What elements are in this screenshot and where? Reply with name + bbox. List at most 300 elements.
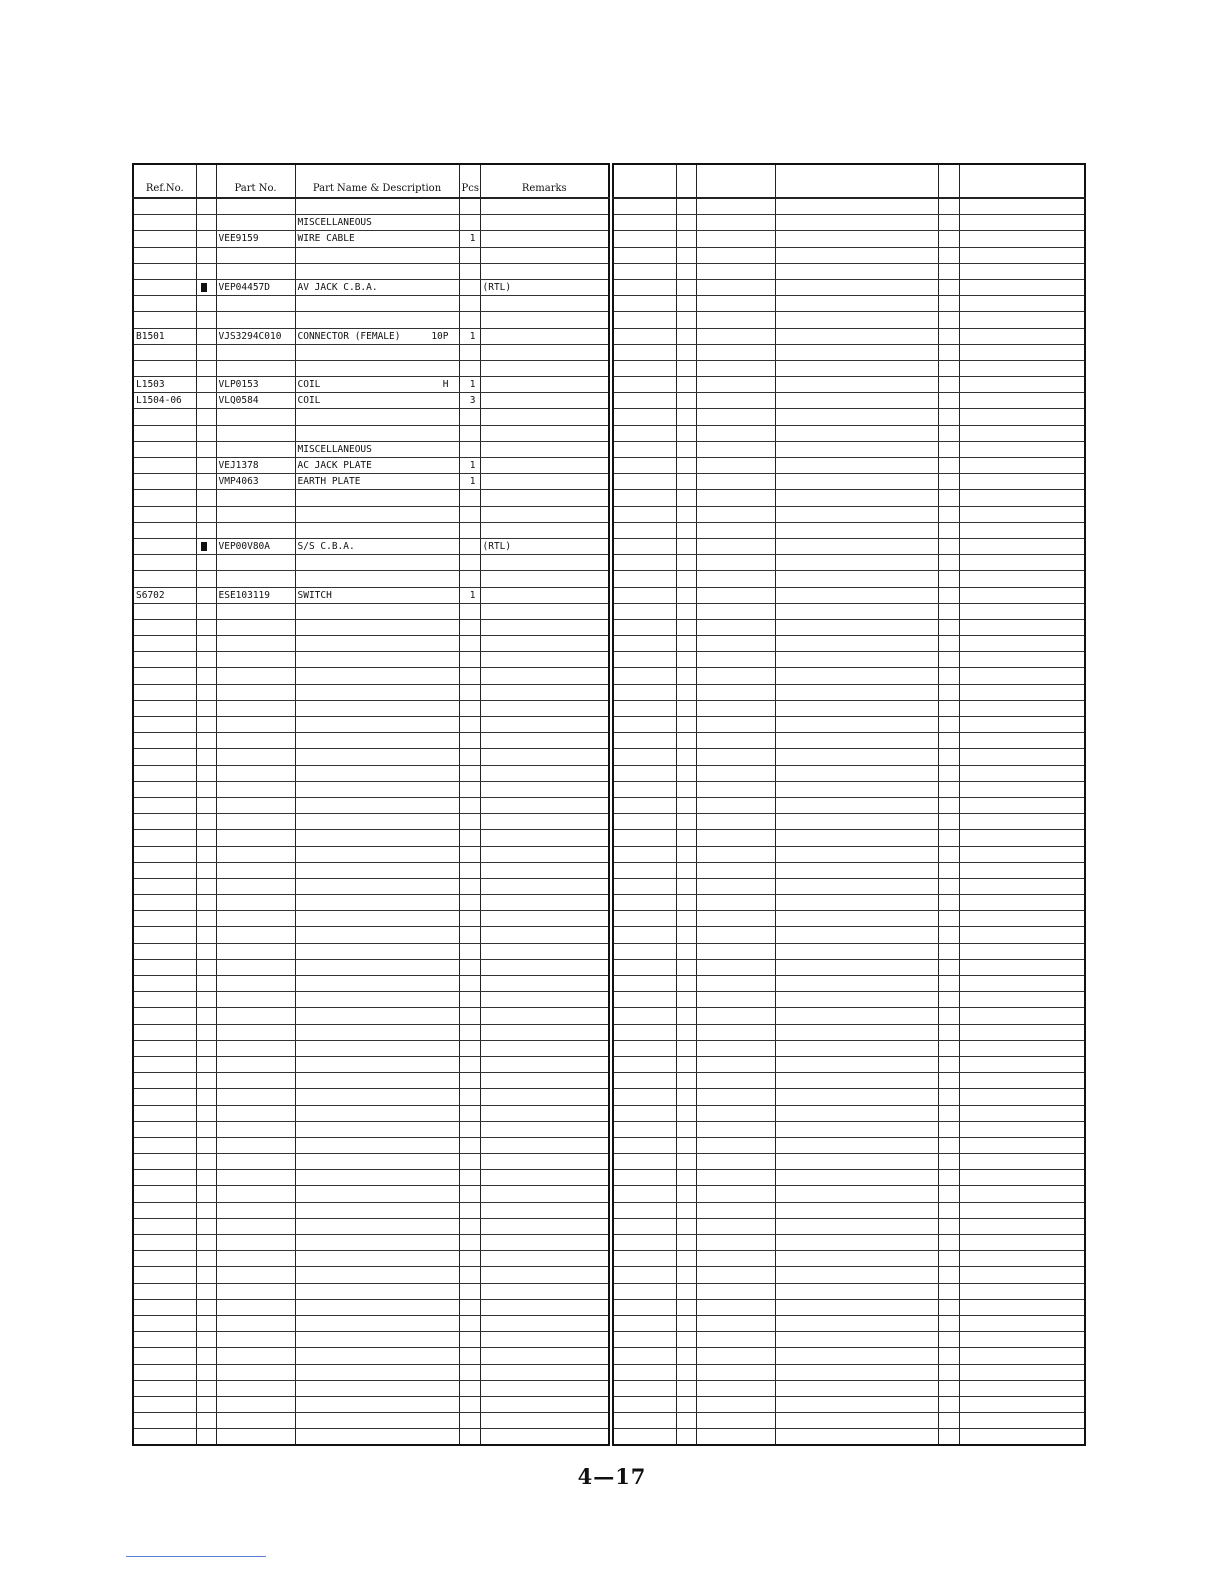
remarks-cell [959, 1429, 1085, 1446]
remarks-cell [480, 263, 609, 279]
mark-cell [676, 231, 696, 247]
mark-cell [196, 263, 216, 279]
ref-no-cell [133, 1186, 196, 1202]
description-cell [775, 1186, 938, 1202]
remarks-cell [480, 1413, 609, 1429]
table-row [613, 1154, 1085, 1170]
remarks-cell [959, 652, 1085, 668]
remarks-cell [480, 862, 609, 878]
remarks-cell [959, 1202, 1085, 1218]
mark-cell [676, 1137, 696, 1153]
ref-no-cell [133, 636, 196, 652]
ref-no-cell [133, 1413, 196, 1429]
part-no-cell [696, 1024, 775, 1040]
ref-no-cell [133, 733, 196, 749]
remarks-cell [959, 231, 1085, 247]
ref-no-cell [613, 1396, 676, 1412]
mark-cell [196, 733, 216, 749]
mark-cell [196, 1299, 216, 1315]
part-no-cell [696, 927, 775, 943]
table-row [613, 1364, 1085, 1380]
description-cell [775, 684, 938, 700]
remarks-cell [480, 1380, 609, 1396]
pcs-cell [459, 1202, 480, 1218]
table-row [133, 1008, 609, 1024]
mark-cell [196, 312, 216, 328]
mark-cell [676, 1089, 696, 1105]
description-cell [775, 328, 938, 344]
table-row [613, 441, 1085, 457]
remarks-cell [480, 231, 609, 247]
remarks-cell [480, 1056, 609, 1072]
mark-cell [196, 992, 216, 1008]
ref-no-cell [133, 296, 196, 312]
header-row [613, 164, 1085, 198]
table-row [613, 1332, 1085, 1348]
remarks-cell [480, 797, 609, 813]
part-no-cell [696, 797, 775, 813]
description-cell [775, 846, 938, 862]
remarks-cell [959, 360, 1085, 376]
ref-no-cell [613, 846, 676, 862]
footer-rule [126, 1556, 266, 1557]
description-cell [295, 1154, 459, 1170]
pcs-cell [938, 814, 959, 830]
mark-cell [196, 1040, 216, 1056]
part-no-cell [216, 862, 295, 878]
pcs-cell [459, 749, 480, 765]
remarks-cell [959, 1008, 1085, 1024]
table-row [133, 814, 609, 830]
description-text: WIRE CABLE [297, 233, 355, 245]
remarks-cell [480, 1267, 609, 1283]
description-cell [295, 474, 459, 490]
table-row [133, 1218, 609, 1234]
part-no-cell [216, 700, 295, 716]
mark-cell [196, 1396, 216, 1412]
ref-no-cell [613, 1040, 676, 1056]
description-cell [295, 1121, 459, 1137]
part-no-cell: VMP4063 [216, 474, 295, 490]
table-row [613, 247, 1085, 263]
ref-no-cell [133, 1170, 196, 1186]
part-no-cell [696, 360, 775, 376]
part-no-cell [216, 1396, 295, 1412]
table-row [133, 538, 609, 554]
description-cell [295, 992, 459, 1008]
pcs-cell [459, 1040, 480, 1056]
pcs-cell: 3 [459, 393, 480, 409]
description-cell [775, 1364, 938, 1380]
pcs-cell [938, 959, 959, 975]
pcs-cell [459, 360, 480, 376]
remarks-cell [480, 1170, 609, 1186]
pcs-cell [938, 425, 959, 441]
pcs-cell [459, 959, 480, 975]
ref-no-cell [133, 1024, 196, 1040]
remarks-cell [480, 781, 609, 797]
table-row [613, 668, 1085, 684]
part-no-cell [696, 231, 775, 247]
table-row [613, 587, 1085, 603]
table-row [613, 1040, 1085, 1056]
pcs-cell [938, 1429, 959, 1446]
mark-cell [676, 895, 696, 911]
mark-cell [676, 830, 696, 846]
ref-no-cell [613, 830, 676, 846]
mark-cell [676, 959, 696, 975]
description-cell [295, 328, 459, 344]
mark-cell [196, 1056, 216, 1072]
remarks-cell [480, 603, 609, 619]
mark-cell [676, 684, 696, 700]
remarks-cell [959, 1332, 1085, 1348]
pcs-cell [938, 1202, 959, 1218]
mark-cell [196, 1008, 216, 1024]
remarks-cell [480, 895, 609, 911]
ref-no-cell [613, 603, 676, 619]
description-suffix: 10P [431, 330, 449, 342]
ref-no-cell [613, 490, 676, 506]
page-number: 4—17 [577, 1464, 647, 1489]
ref-no-cell [133, 927, 196, 943]
table-row [613, 603, 1085, 619]
pcs-cell [938, 474, 959, 490]
table-row [613, 490, 1085, 506]
part-no-cell [696, 1186, 775, 1202]
pcs-cell [459, 1267, 480, 1283]
part-no-cell [216, 441, 295, 457]
ref-no-cell [133, 1218, 196, 1234]
description-cell [775, 1154, 938, 1170]
table-row [133, 1413, 609, 1429]
pcs-cell [459, 797, 480, 813]
description-cell [775, 587, 938, 603]
remarks-cell [959, 1283, 1085, 1299]
mark-cell [676, 279, 696, 295]
mark-cell [676, 1299, 696, 1315]
remarks-cell [959, 441, 1085, 457]
remarks-cell [959, 1154, 1085, 1170]
ref-no-cell [613, 231, 676, 247]
mark-cell [196, 555, 216, 571]
description-cell [775, 1380, 938, 1396]
pcs-cell [459, 992, 480, 1008]
table-row [133, 555, 609, 571]
table-row [133, 1186, 609, 1202]
table-row [133, 749, 609, 765]
ref-no-cell [613, 538, 676, 554]
description-cell [295, 377, 459, 393]
remarks-cell [480, 458, 609, 474]
table-row [613, 360, 1085, 376]
mark-header [196, 164, 216, 198]
mark-cell [196, 765, 216, 781]
remarks-cell [480, 1315, 609, 1331]
description-cell [775, 296, 938, 312]
ref-no-cell [613, 1186, 676, 1202]
ref-no-cell [613, 911, 676, 927]
part-no-cell [216, 846, 295, 862]
description-cell [295, 749, 459, 765]
description-cell [775, 312, 938, 328]
part-no-cell [696, 1396, 775, 1412]
mark-cell [196, 1089, 216, 1105]
table-row [133, 393, 609, 409]
description-cell [295, 878, 459, 894]
pcs-cell [938, 1056, 959, 1072]
pcs-cell [938, 587, 959, 603]
ref-no-cell [133, 247, 196, 263]
ref-no-cell [613, 555, 676, 571]
ref-no-cell [613, 296, 676, 312]
ref-no-cell [133, 1332, 196, 1348]
description-cell [775, 458, 938, 474]
part-no-cell [216, 506, 295, 522]
ref-no-cell [613, 198, 676, 215]
table-row [613, 296, 1085, 312]
remarks-cell [480, 1332, 609, 1348]
remarks-cell [480, 1396, 609, 1412]
description-cell [295, 587, 459, 603]
mark-cell [676, 992, 696, 1008]
description-cell [775, 959, 938, 975]
part-no-cell [216, 1008, 295, 1024]
table-row [613, 765, 1085, 781]
part-no-cell [216, 1154, 295, 1170]
pcs-cell [938, 198, 959, 215]
mark-cell [676, 393, 696, 409]
ref-no-cell [613, 749, 676, 765]
ref-no-cell [133, 538, 196, 554]
ref-no-cell [613, 312, 676, 328]
remarks-cell [480, 959, 609, 975]
pcs-cell [938, 458, 959, 474]
ref-no-cell [133, 1396, 196, 1412]
remarks-cell [959, 619, 1085, 635]
pcs-cell: 1 [459, 474, 480, 490]
mark-cell [196, 700, 216, 716]
pcs-cell [938, 409, 959, 425]
pcs-cell [459, 538, 480, 554]
description-cell [295, 781, 459, 797]
mark-cell [676, 1154, 696, 1170]
pcs-cell [938, 1105, 959, 1121]
pcs-cell [459, 1348, 480, 1364]
ref-no-cell [613, 1024, 676, 1040]
remarks-cell [959, 959, 1085, 975]
table-row [613, 1299, 1085, 1315]
pcs-cell [459, 409, 480, 425]
pcs-cell [459, 263, 480, 279]
mark-cell [676, 458, 696, 474]
description-cell [295, 1105, 459, 1121]
pcs-cell [938, 781, 959, 797]
table-row [613, 1218, 1085, 1234]
pcs-cell [459, 522, 480, 538]
remarks-cell [480, 522, 609, 538]
pcs-cell [459, 1429, 480, 1446]
table-row [133, 636, 609, 652]
pcs-cell [459, 619, 480, 635]
pcs-cell [938, 652, 959, 668]
description-cell [295, 797, 459, 813]
remarks-cell [480, 1137, 609, 1153]
mark-cell [676, 1283, 696, 1299]
remarks-cell: (RTL) [480, 538, 609, 554]
mark-cell [676, 1170, 696, 1186]
remarks-cell [959, 1299, 1085, 1315]
remarks-cell [959, 1235, 1085, 1251]
part-no-cell: VLQ0584 [216, 393, 295, 409]
ref-no-cell: B1501 [133, 328, 196, 344]
ref-no-cell [133, 684, 196, 700]
part-no-cell [696, 247, 775, 263]
ref-no-cell [613, 733, 676, 749]
remarks-cell: (RTL) [480, 279, 609, 295]
parts-list-body [133, 198, 609, 1445]
description-cell [295, 765, 459, 781]
ref-no-cell [133, 263, 196, 279]
remarks-cell [480, 571, 609, 587]
table-row [133, 1332, 609, 1348]
ref-no-cell [613, 652, 676, 668]
part-no-cell [696, 506, 775, 522]
part-no-cell [216, 1186, 295, 1202]
description-cell [775, 1024, 938, 1040]
pcs-cell [938, 247, 959, 263]
table-row [133, 441, 609, 457]
mark-cell [196, 279, 216, 295]
description-cell [295, 522, 459, 538]
part-no-cell [696, 1008, 775, 1024]
table-row [133, 1089, 609, 1105]
ref-no-cell [613, 717, 676, 733]
ref-no-cell [133, 765, 196, 781]
pcs-cell [938, 506, 959, 522]
remarks-cell [480, 700, 609, 716]
safety-mark-icon [201, 542, 207, 551]
pcs-cell [459, 1089, 480, 1105]
pcs-cell [459, 1073, 480, 1089]
pcs-cell [459, 830, 480, 846]
mark-cell [676, 1056, 696, 1072]
mark-cell [676, 587, 696, 603]
mark-cell [196, 1024, 216, 1040]
part-no-cell [216, 1429, 295, 1446]
part-no-cell [216, 976, 295, 992]
table-row [133, 619, 609, 635]
ref-no-cell [613, 1218, 676, 1234]
description-cell [295, 1235, 459, 1251]
pcs-cell [459, 555, 480, 571]
mark-cell [676, 1364, 696, 1380]
mark-cell [676, 198, 696, 215]
part-no-cell [696, 700, 775, 716]
pcs-cell [938, 1024, 959, 1040]
mark-cell [676, 1218, 696, 1234]
table-row [613, 279, 1085, 295]
description-cell [295, 360, 459, 376]
ref-no-cell [133, 360, 196, 376]
mark-cell [196, 814, 216, 830]
description-cell [775, 943, 938, 959]
part-no-header: Part No. [216, 164, 295, 198]
ref-no-cell [133, 1089, 196, 1105]
table-row [613, 1396, 1085, 1412]
part-no-cell [216, 1364, 295, 1380]
mark-cell [196, 749, 216, 765]
ref-no-cell [133, 490, 196, 506]
description-cell [775, 538, 938, 554]
mark-cell [676, 1186, 696, 1202]
description-cell [775, 474, 938, 490]
part-no-cell [696, 684, 775, 700]
remarks-cell [959, 1056, 1085, 1072]
pcs-cell [938, 296, 959, 312]
mark-cell [676, 1413, 696, 1429]
mark-cell [676, 1105, 696, 1121]
table-row [133, 279, 609, 295]
table-row [613, 943, 1085, 959]
mark-cell [196, 522, 216, 538]
part-no-cell [216, 652, 295, 668]
mark-cell [676, 781, 696, 797]
ref-no-cell [613, 1235, 676, 1251]
table-row [613, 328, 1085, 344]
remarks-cell [959, 814, 1085, 830]
part-no-cell [216, 312, 295, 328]
remarks-cell [480, 474, 609, 490]
part-no-cell: VLP0153 [216, 377, 295, 393]
mark-cell [676, 1008, 696, 1024]
part-no-cell [696, 587, 775, 603]
part-no-cell [216, 1073, 295, 1089]
description-cell [775, 555, 938, 571]
ref-no-cell [613, 1008, 676, 1024]
ref-no-cell [613, 1380, 676, 1396]
description-cell [775, 603, 938, 619]
pcs-cell [938, 1299, 959, 1315]
remarks-cell [959, 911, 1085, 927]
pcs-cell [459, 296, 480, 312]
pcs-cell [938, 765, 959, 781]
ref-no-header: Ref.No. [133, 164, 196, 198]
ref-no-cell [613, 636, 676, 652]
parts-list-table-right [612, 163, 1086, 1446]
description-cell [775, 522, 938, 538]
remarks-cell [959, 458, 1085, 474]
part-no-cell [216, 619, 295, 635]
table-row [133, 992, 609, 1008]
mark-cell [196, 959, 216, 975]
mark-cell [196, 862, 216, 878]
mark-cell [196, 441, 216, 457]
remarks-cell [480, 878, 609, 894]
ref-no-cell [613, 959, 676, 975]
part-no-cell [696, 409, 775, 425]
description-cell [295, 247, 459, 263]
ref-no-cell [133, 441, 196, 457]
pcs-cell [459, 846, 480, 862]
pcs-cell [938, 717, 959, 733]
part-no-cell [696, 1121, 775, 1137]
part-no-cell [696, 1267, 775, 1283]
mark-cell [676, 571, 696, 587]
pcs-cell [938, 846, 959, 862]
mark-cell [196, 1251, 216, 1267]
pcs-cell [938, 1089, 959, 1105]
